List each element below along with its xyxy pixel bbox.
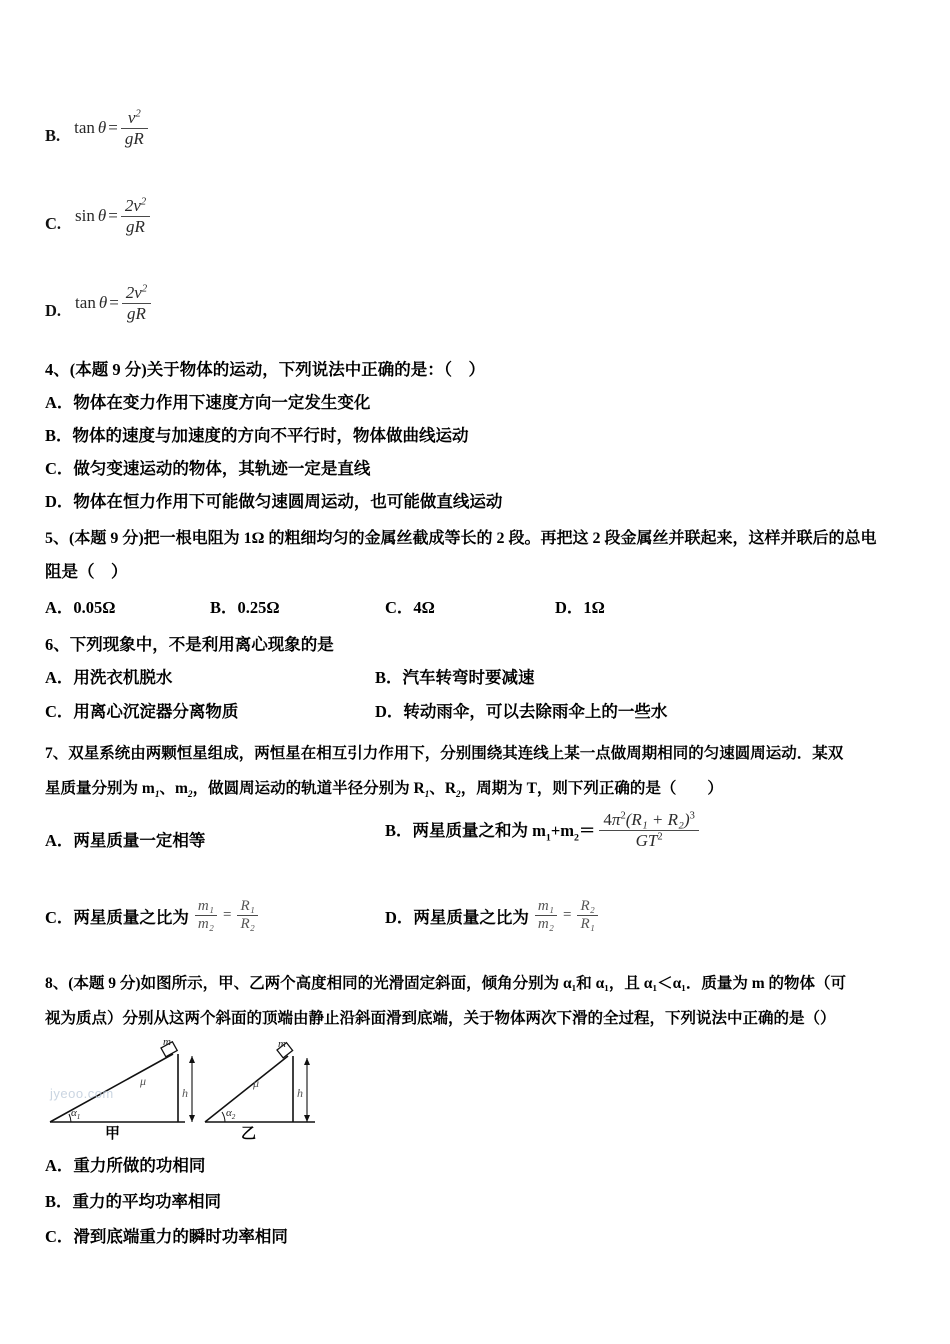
q7-optb-m1: $m_1$	[532, 820, 551, 844]
question-5-option-a[interactable]: A．0.05Ω	[45, 598, 116, 617]
question-7-stem-line-1: 7、双星系统由两颗恒星组成，两恒星在相互引力作用下，分别围绕其连线上某一点做周期相同的匀速圆周运动．某双	[45, 745, 844, 762]
fraction	[121, 196, 150, 236]
question-7-option-d[interactable]	[385, 898, 599, 934]
fraction-numerator: m₁	[537, 898, 554, 914]
option-c-label: C.	[45, 214, 62, 234]
tan-function: tan	[74, 118, 95, 138]
option-b-expression	[74, 108, 149, 148]
fraction-denominator: gR	[126, 303, 146, 323]
fraction	[121, 108, 148, 148]
fraction-numerator: $2v^2$	[125, 283, 148, 302]
option-d-label: D.	[45, 301, 62, 321]
right-mass-label: m	[278, 1038, 286, 1050]
q7-m2: $m_2$	[174, 780, 193, 801]
right-diagram-caption: 乙	[241, 1126, 257, 1142]
q7-R2: $R_2$	[444, 780, 461, 801]
question-5-option-c[interactable]: C．4Ω	[385, 598, 435, 617]
question-7-option-a[interactable]: A．两星质量一定相等	[45, 831, 206, 850]
q7-m1: $m_1$	[141, 780, 160, 801]
question-8-stem-line-1: 8、(本题 9 分)如图所示，甲、乙两个高度相同的光滑固定斜面，倾角分别为 α₁和 α₁，且 α₁＜α₁．质量为 m 的物体（可	[45, 975, 847, 992]
q7-optc-text: C．两星质量之比为	[45, 907, 189, 927]
question-5-option-d[interactable]: D．1Ω	[555, 598, 605, 617]
q7-optd-right-fraction	[577, 898, 597, 934]
fraction-denominator: $GT^2$	[635, 830, 663, 850]
question-8-option-b[interactable]: B．重力的平均功率相同	[45, 1192, 222, 1211]
fraction-denominator: m₂	[197, 916, 214, 933]
option-b-formula-row	[45, 108, 149, 148]
question-6-option-d[interactable]: D．转动雨伞，可以去除雨伞上的一些水	[375, 702, 668, 721]
right-height-label: h	[297, 1086, 303, 1100]
fraction	[122, 283, 151, 323]
question-5-option-b[interactable]: B．0.25Ω	[210, 598, 280, 617]
theta-symbol: θ	[98, 293, 108, 313]
q7-optc-right-fraction	[237, 898, 257, 934]
fraction-numerator: R₁	[240, 898, 255, 914]
option-d-expression	[75, 283, 152, 323]
theta-symbol: θ	[97, 206, 107, 226]
sin-function: sin	[75, 206, 95, 226]
question-7-option-c[interactable]	[45, 898, 259, 934]
q7-stem-part-a: 星质量分别为	[45, 780, 142, 797]
question-8-option-a[interactable]: A．重力所做的功相同	[45, 1156, 206, 1175]
left-height-label: h	[182, 1086, 188, 1100]
q7-optb-fraction	[599, 810, 698, 850]
q7-optd-equals: =	[562, 907, 572, 924]
q7-optc-left-fraction	[195, 898, 217, 934]
fraction-denominator: gR	[126, 216, 145, 236]
right-mu-label: μ	[253, 1076, 260, 1090]
fraction-denominator: R₂	[240, 916, 255, 933]
left-angle-label: $\alpha_1$	[71, 1107, 81, 1122]
q7-optd-text: D．两星质量之比为	[385, 907, 529, 927]
question-6-option-a[interactable]: A．用洗衣机脱水	[45, 668, 173, 687]
question-7-option-b[interactable]	[385, 810, 700, 850]
q7-optc-equals: =	[222, 907, 232, 924]
left-mass-label: m	[163, 1036, 171, 1048]
question-7-stem-line-2: 星质量分别为 $m_1$、$m_2$，做圆周运动的轨道半径分别为 $R_1$、$R_2$，周期为 T，则下列正确的是（ ）	[45, 780, 723, 801]
fraction-numerator: $4\pi^2(R_1 + R_2)^3$	[603, 810, 695, 829]
fraction-denominator: gR	[124, 128, 144, 148]
question-5-stem-line-2: 阻是（ ）	[45, 562, 128, 581]
fraction-denominator: R₁	[580, 916, 595, 933]
equals-sign: =	[108, 118, 118, 138]
option-c-formula-row	[45, 196, 151, 236]
equals-sign: =	[108, 206, 118, 226]
question-4-option-d[interactable]: D．物体在恒力作用下可能做匀速圆周运动，也可能做直线运动	[45, 492, 503, 511]
question-8-stem-line-2: 视为质点）分别从这两个斜面的顶端由静止沿斜面滑到底端，关于物体两次下滑的全过程，下列说法中正确的是（）	[45, 1010, 836, 1027]
inclined-plane-svg	[45, 1034, 335, 1142]
right-incline-diagram	[205, 1043, 315, 1122]
fraction-numerator: m₁	[197, 898, 214, 914]
figure-watermark: jyeoo.com	[50, 1086, 114, 1101]
equals-sign: =	[109, 293, 119, 313]
inclined-plane-figure	[45, 1034, 335, 1142]
tan-function: tan	[75, 293, 96, 313]
fraction-denominator: m₂	[537, 916, 554, 933]
left-diagram-caption: 甲	[105, 1126, 121, 1142]
left-mu-label: μ	[140, 1074, 147, 1088]
option-b-label: B.	[45, 126, 61, 146]
question-6-stem: 6、下列现象中，不是利用离心现象的是	[45, 635, 334, 654]
question-6-option-b[interactable]: B．汽车转弯时要减速	[375, 668, 535, 687]
q7-optb-m2: $m_2$	[560, 820, 579, 844]
question-5-stem-line-1: 5、(本题 9 分)把一根电阻为 1Ω 的粗细均匀的金属丝截成等长的 2 段。再把这 2 段金属丝并联起来，这样并联后的总电	[45, 530, 877, 547]
fraction-numerator: $v^2$	[127, 108, 141, 127]
fraction-numerator: R₂	[580, 898, 595, 914]
question-6-option-c[interactable]: C．用离心沉淀器分离物质	[45, 702, 239, 721]
question-4-option-c[interactable]: C．做匀变速运动的物体，其轨迹一定是直线	[45, 459, 371, 478]
question-4-stem: 4、(本题 9 分)关于物体的运动，下列说法中正确的是：（ ）	[45, 360, 485, 379]
option-d-formula-row	[45, 283, 152, 323]
option-c-expression	[75, 196, 151, 236]
question-4-option-a[interactable]: A．物体在变力作用下速度方向一定发生变化	[45, 393, 371, 412]
q7-R1: $R_1$	[413, 780, 430, 801]
fraction-numerator: $2v^2$	[124, 196, 147, 215]
q7-optb-text: B．两星质量之和为 $m_1+m_2=$	[385, 820, 596, 844]
right-angle-label: $\alpha_2$	[226, 1107, 236, 1122]
q7-optd-left-fraction	[535, 898, 557, 934]
theta-symbol: θ	[97, 118, 107, 138]
question-8-option-c[interactable]: C．滑到底端重力的瞬时功率相同	[45, 1227, 288, 1246]
question-4-option-b[interactable]: B．物体的速度与加速度的方向不平行时，物体做曲线运动	[45, 426, 469, 445]
